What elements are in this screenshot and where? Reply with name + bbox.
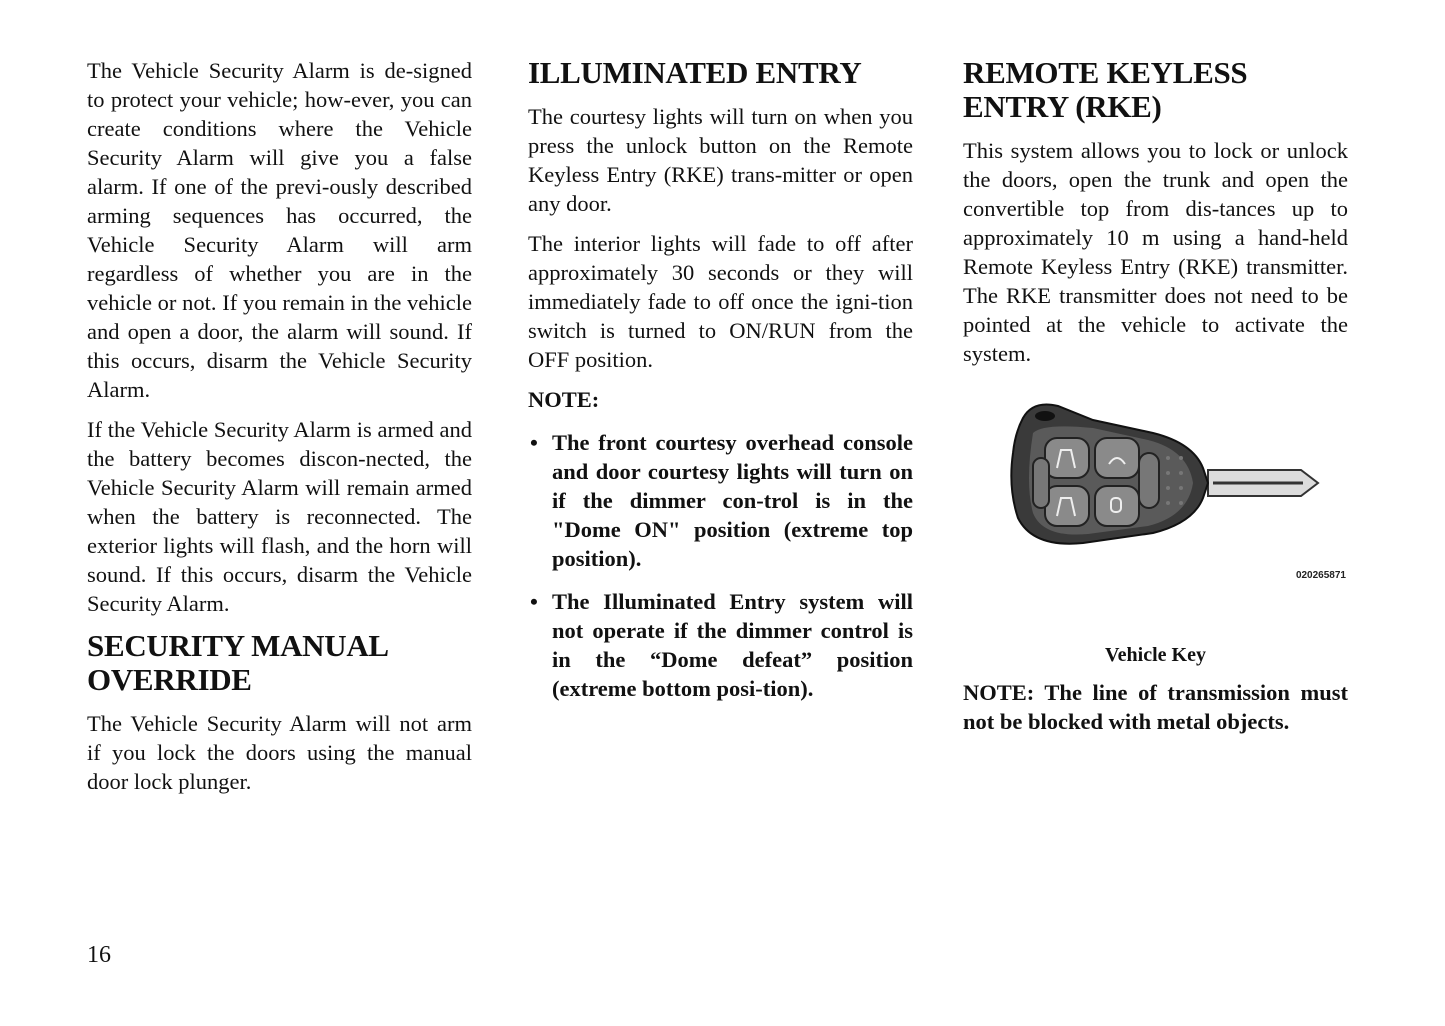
battery-paragraph: If the Vehicle Security Alarm is armed and the battery becomes discon-nected, the Vehicle Security Alarm will remain armed when the battery is reconnected. The exterior lights will flash, and the horn will sound. If this occurs, disarm the Vehicle Security Alarm.	[87, 417, 472, 616]
note-bullet-item	[528, 428, 913, 573]
bullet-text: The front courtesy overhead console and door courtesy lights will turn on if the dimmer con-trol is in the "Dome ON" position (extreme top position).	[552, 430, 913, 571]
note-bullet-list	[528, 428, 913, 703]
page-number: 16	[87, 942, 111, 968]
rke-paragraph: This system allows you to lock or unlock the doors, open the trunk and open the convertible top from dis-tances up to approximately 10 m using a hand-held Remote Keyless Entry (RKE) transmitter. The RKE transmitter does not need to be pointed at the vehicle to activate the system.	[963, 138, 1348, 366]
column-right	[963, 56, 1348, 747]
transmission-note: NOTE: The line of transmission must not be blocked with metal objects.	[963, 680, 1348, 734]
interior-lights-paragraph: The interior lights will fade to off after approximately 30 seconds or they will immediately fade to off once the igni-tion switch is turned to ON/RUN from the OFF position.	[528, 231, 913, 372]
note-label: NOTE:	[528, 387, 600, 412]
rke-heading: REMOTE KEYLESS ENTRY (RKE)	[963, 55, 1248, 124]
figure-caption: Vehicle Key	[1105, 644, 1206, 666]
note-bullet-item	[528, 587, 913, 703]
intro-paragraph: The Vehicle Security Alarm is de-signed to protect your vehicle; how-ever, you can create conditions where the Vehicle Security Alarm will give you a false alarm. If one of the previ-ously described arming sequences has occurred, the Vehicle Security Alarm will arm regardless of whether you are in the vehicle or not. If you remain in the vehicle and open a door, the alarm will sound. If this occurs, disarm the Vehicle Security Alarm.	[87, 58, 472, 402]
vehicle-key-figure	[963, 398, 1348, 638]
bullet-icon: •	[530, 589, 538, 614]
bullet-icon: •	[530, 430, 538, 455]
figure-code: 020265871	[1295, 570, 1346, 581]
column-middle	[528, 56, 913, 717]
bullet-text: The Illuminated Entry system will not operate if the dimmer control is in the “Dome defeat” position (extreme bottom posi-tion).	[552, 589, 913, 701]
vehicle-key-fob-icon	[1003, 398, 1323, 558]
courtesy-lights-paragraph: The courtesy lights will turn on when you press the unlock button on the Remote Keyless Entry (RKE) trans-mitter or open any door.	[528, 104, 913, 216]
illuminated-entry-heading: ILLUMINATED ENTRY	[528, 55, 862, 90]
column-left	[87, 56, 472, 807]
security-manual-override-heading: SECURITY MANUAL OVERRIDE	[87, 628, 388, 697]
override-paragraph: The Vehicle Security Alarm will not arm if you lock the doors using the manual door lock plunger.	[87, 711, 472, 794]
